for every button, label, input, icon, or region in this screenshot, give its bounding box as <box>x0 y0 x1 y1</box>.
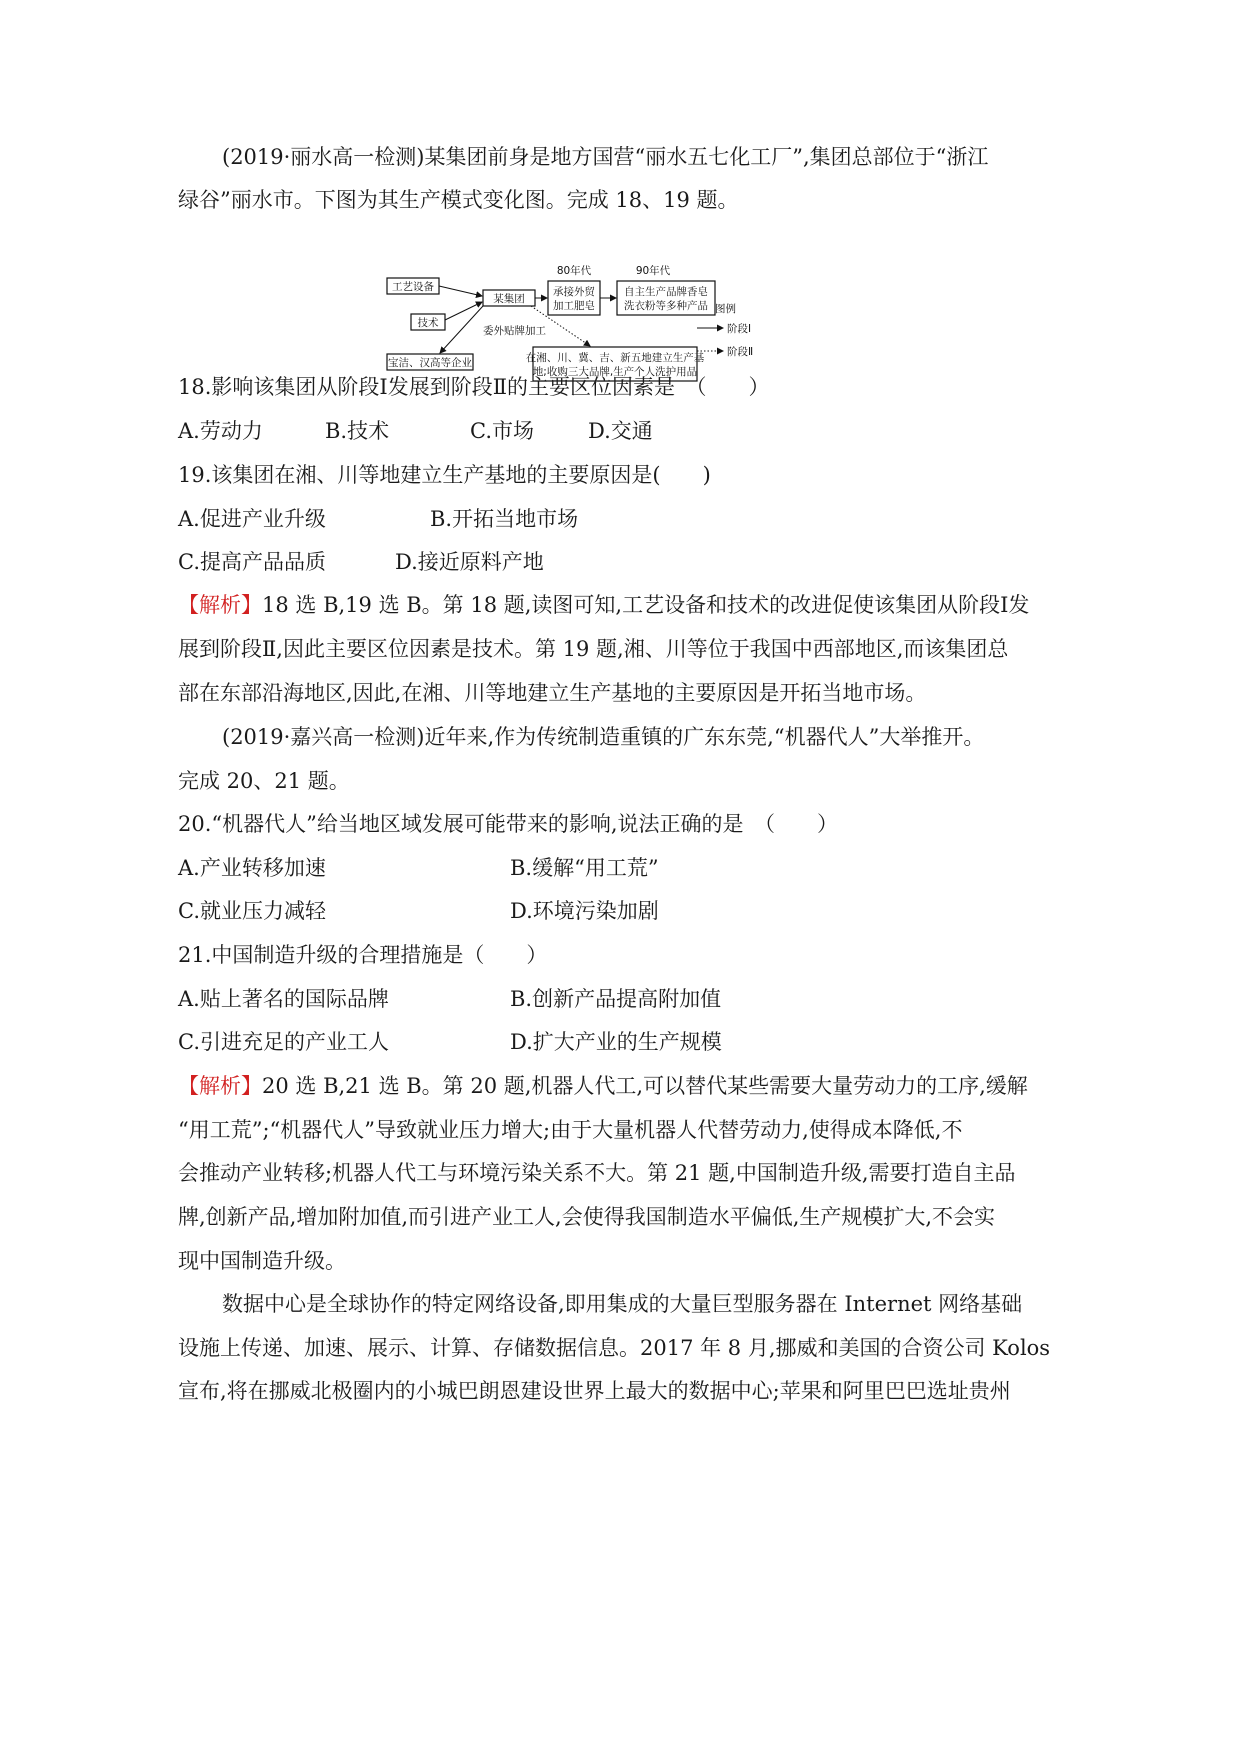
label-1990s: 90年代 <box>635 265 671 277</box>
q18-option-c: C.市场 <box>470 419 534 443</box>
intro1-line2: 绿谷”丽水市。下图为其生产模式变化图。完成 18、19 题。 <box>178 188 739 212</box>
q20-option-a: A.产业转移加速 <box>178 856 326 880</box>
intro1-line1: (2019·丽水高一检测)某集团前身是地方国营“丽水五七化工厂”,集团总部位于“浙江 <box>222 145 989 169</box>
intro3-line3: 宣布,将在挪威北极圈内的小城巴朗恩建设世界上最大的数据中心;苹果和阿里巴巴选址贵州 <box>178 1379 1011 1403</box>
box-1990s-line1: 自主生产品牌香皂 <box>624 286 708 298</box>
q20-option-b: B.缓解“用工荒” <box>510 856 659 880</box>
analysis1-line1 <box>178 590 1029 620</box>
box-1980s-line2: 加工肥皂 <box>553 300 595 312</box>
intro2-line1: (2019·嘉兴高一检测)近年来,作为传统制造重镇的广东东莞,“机器代人”大举推开。 <box>222 725 985 749</box>
q19-stem: 19.该集团在湘、川等地建立生产基地的主要原因是( ) <box>178 463 711 487</box>
box-bases-line2: 地;收购三大品牌,生产个人洗护用品 <box>532 366 698 378</box>
analysis2-line1 <box>178 1071 1028 1101</box>
analysis2-line4: 牌,创新产品,增加附加值,而引进产业工人,会使得我国制造水平偏低,生产规模扩大,不会实 <box>178 1205 996 1229</box>
q18-option-a: A.劳动力 <box>178 419 263 443</box>
q18-option-b: B.技术 <box>325 419 390 443</box>
q19-option-b: B.开拓当地市场 <box>430 507 579 531</box>
analysis1-line2: 展到阶段Ⅱ,因此主要区位因素是技术。第 19 题,湘、川等位于我国中西部地区,而该集团总 <box>178 637 1009 661</box>
q21-option-c: C.引进充足的产业工人 <box>178 1030 389 1054</box>
analysis1-line3: 部在东部沿海地区,因此,在湘、川等地建立生产基地的主要原因是开拓当地市场。 <box>178 681 927 705</box>
analysis2-text1: 20 选 B,21 选 B。第 20 题,机器人代工,可以替代某些需要大量劳动力的工序,缓解 <box>262 1074 1028 1098</box>
box-group-label: 某集团 <box>493 293 525 305</box>
q21-option-d: D.扩大产业的生产规模 <box>510 1030 722 1054</box>
intro3-line1: 数据中心是全球协作的特定网络设备,即用集成的大量巨型服务器在 Internet 网络基础 <box>222 1292 1023 1316</box>
analysis2-line2: “用工荒”;“机器代人”导致就业压力增大;由于大量机器人代替劳动力,使得成本降低,不 <box>178 1118 963 1142</box>
analysis1-tag: 【解析】 <box>178 593 262 617</box>
legend-title: 图例 <box>715 303 736 315</box>
q20-option-c: C.就业压力减轻 <box>178 899 326 923</box>
box-partners-label: 宝洁、汉高等企业 <box>388 357 472 369</box>
q19-option-c: C.提高产品品质 <box>178 550 326 574</box>
legend-stage2: 阶段Ⅱ <box>727 346 754 358</box>
box-1990s-line2: 洗衣粉等多种产品 <box>624 300 708 312</box>
q19-option-a: A.促进产业升级 <box>178 507 326 531</box>
intro3-line2: 设施上传递、加速、展示、计算、存储数据信息。2017 年 8 月,挪威和美国的合资公司 Kolos <box>178 1336 1051 1360</box>
q18-option-d: D.交通 <box>588 419 653 443</box>
analysis2-tag: 【解析】 <box>178 1074 262 1098</box>
analysis2-line3: 会推动产业转移;机器人代工与环境污染关系不大。第 21 题,中国制造升级,需要打造自主品 <box>178 1161 1016 1185</box>
intro2-line2: 完成 20、21 题。 <box>178 769 350 793</box>
box-bases-line1: 在湘、川、冀、吉、新五地建立生产基 <box>525 352 705 364</box>
label-1980s: 80年代 <box>556 265 592 277</box>
q21-option-a: A.贴上著名的国际品牌 <box>178 987 389 1011</box>
box-1980s-line1: 承接外贸 <box>553 286 595 298</box>
q21-option-b: B.创新产品提高附加值 <box>510 987 722 1011</box>
arrow-craft-to-group <box>439 286 482 296</box>
q20-stem: 20.“机器代人”给当地区域发展可能带来的影响,说法正确的是 （ ） <box>178 812 839 836</box>
q18-stem: 18.影响该集团从阶段Ⅰ发展到阶段Ⅱ的主要区位因素是 （ ） <box>178 375 770 399</box>
box-tech-label: 技术 <box>417 317 439 329</box>
box-craft-label: 工艺设备 <box>392 281 434 293</box>
q20-option-d: D.环境污染加剧 <box>510 899 659 923</box>
label-oem: 委外贴牌加工 <box>483 325 546 337</box>
analysis1-text1: 18 选 B,19 选 B。第 18 题,读图可知,工艺设备和技术的改进促使该集团从阶段Ⅰ发 <box>262 593 1030 617</box>
q21-stem: 21.中国制造升级的合理措施是（ ） <box>178 943 548 967</box>
arrow-group-to-partners <box>440 306 483 353</box>
arrow-tech-to-group <box>445 302 482 320</box>
q19-option-d: D.接近原料产地 <box>395 550 544 574</box>
analysis2-line5: 现中国制造升级。 <box>178 1249 346 1273</box>
legend-stage1: 阶段Ⅰ <box>727 323 752 335</box>
